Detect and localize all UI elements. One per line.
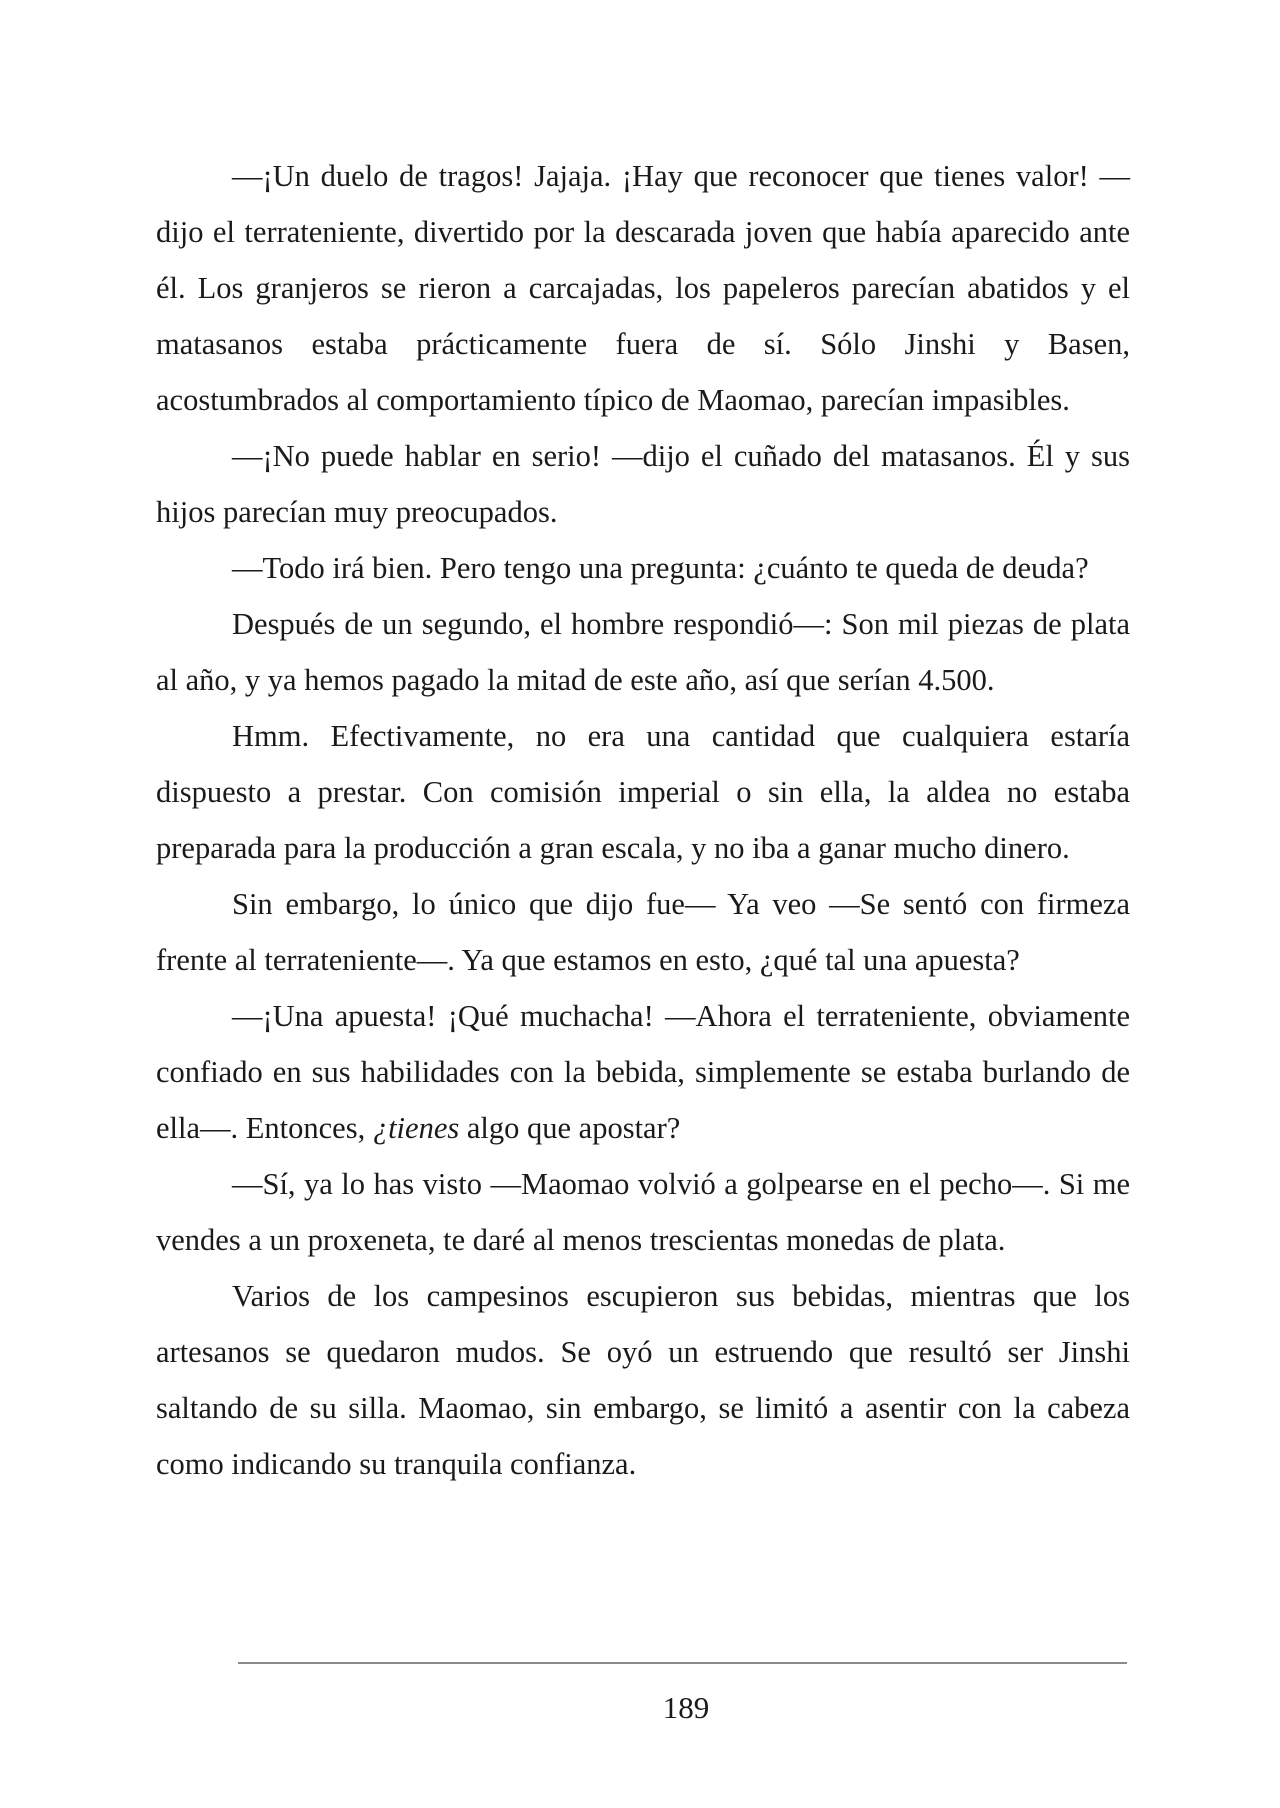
footer-divider — [238, 1662, 1127, 1664]
paragraph: —¡Un duelo de tragos! Jajaja. ¡Hay que reconocer que tienes valor! —dijo el terrateniente, divertido por la descarada joven que había aparecido ante él. Los granjeros se rieron a carcajadas, los papeleros parecían abatidos y el matasanos estaba prácticamente fuera de sí. Sólo Jinshi y Basen, acostumbrados al comportamiento típico de Maomao, parecían impasibles. — [156, 159, 1130, 417]
paragraph: Hmm. Efectivamente, no era una cantidad que cualquiera estaría dispuesto a prestar. Con comisión imperial o sin ella, la aldea no estaba preparada para la producción a gran escala, y no iba a ganar mucho dinero. — [156, 719, 1130, 865]
paragraph: —Todo irá bien. Pero tengo una pregunta: ¿cuánto te queda de deuda? — [232, 551, 1089, 585]
paragraph-text: —¡Una apuesta! ¡Qué muchacha! —Ahora el terrateniente, obviamente confiado en sus habilidades con la bebida, simplemente se estaba burlando de ella—. Entonces, — [156, 999, 1130, 1145]
page-body — [156, 148, 1130, 1492]
italic-text: ¿tienes — [372, 1111, 460, 1145]
paragraph — [156, 988, 1130, 1156]
page-number: 189 — [662, 1690, 710, 1725]
paragraph: Después de un segundo, el hombre respondió—: Son mil piezas de plata al año, y ya hemos pagado la mitad de este año, así que serían 4.500. — [156, 607, 1130, 697]
paragraph: —¡No puede hablar en serio! —dijo el cuñado del matasanos. Él y sus hijos parecían muy preocupados. — [156, 439, 1130, 529]
paragraph-text: algo que apostar? — [459, 1111, 681, 1145]
paragraph: Varios de los campesinos escupieron sus bebidas, mientras que los artesanos se quedaron mudos. Se oyó un estruendo que resultó ser Jinshi saltando de su silla. Maomao, sin embargo, se limitó a asentir con la cabeza como indicando su tranquila confianza. — [156, 1279, 1130, 1481]
paragraph: Sin embargo, lo único que dijo fue— Ya veo —Se sentó con firmeza frente al terrateniente—. Ya que estamos en esto, ¿qué tal una apuesta? — [156, 887, 1130, 977]
paragraph: —Sí, ya lo has visto —Maomao volvió a golpearse en el pecho—. Si me vendes a un proxeneta, te daré al menos trescientas monedas de plata. — [156, 1167, 1130, 1257]
